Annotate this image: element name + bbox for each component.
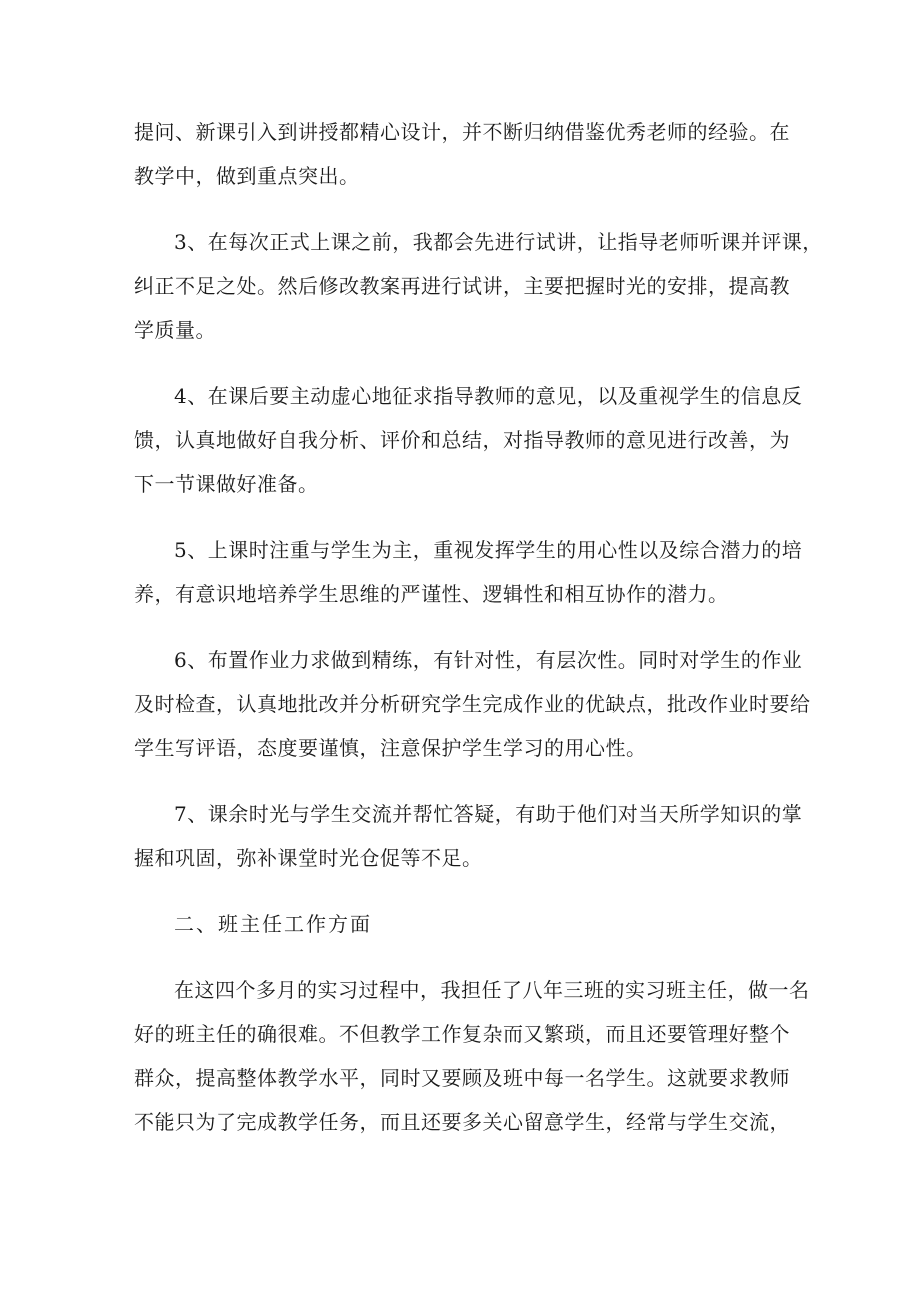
- text-line: 群众，提高整体教学水平，同时又要顾及班中每一名学生。这就要求教师: [134, 1066, 790, 1090]
- section-heading: 二、班主任工作方面: [174, 912, 372, 936]
- text-line: 握和巩固，弥补课堂时光仓促等不足。: [134, 846, 483, 870]
- paragraph-class-teacher: [134, 968, 810, 1144]
- paragraph-item-5: [134, 528, 803, 616]
- text-line: 馈，认真地做好自我分析、评价和总结，对指导教师的意见进行改善，为: [134, 428, 790, 452]
- paragraph-item-4: [134, 374, 803, 506]
- text-line: 下一节课做好准备。: [134, 472, 319, 496]
- text-line: 5、上课时注重与学生为主，重视发挥学生的用心性以及综合潜力的培: [174, 538, 803, 562]
- text-line: 在这四个多月的实习过程中，我担任了八年三班的实习班主任，做一名: [174, 978, 810, 1002]
- paragraph-intro: [134, 110, 790, 198]
- text-line: 学质量。: [134, 318, 216, 342]
- document-body: [134, 110, 823, 1166]
- text-line: 学生写评语，态度要谨慎，注意保护学生学习的用心性。: [134, 736, 647, 760]
- text-line: 教学中，做到重点突出。: [134, 164, 360, 188]
- text-line: 4、在课后要主动虚心地征求指导教师的意见，以及重视学生的信息反: [174, 384, 803, 408]
- paragraph-item-7: [134, 792, 803, 880]
- text-line: 好的班主任的确很难。不但教学工作复杂而又繁琐，而且还要管理好整个: [134, 1022, 790, 1046]
- text-line: 提问、新课引入到讲授都精心设计，并不断归纳借鉴优秀老师的经验。在: [134, 120, 790, 144]
- text-line: 不能只为了完成教学任务，而且还要多关心留意学生，经常与学生交流，: [134, 1110, 790, 1134]
- text-line: 3、在每次正式上课之前，我都会先进行试讲，让指导老师听课并评课，: [174, 230, 823, 254]
- paragraph-item-3: [134, 220, 823, 352]
- paragraph-item-6: [134, 638, 811, 770]
- text-line: 7、课余时光与学生交流并帮忙答疑，有助于他们对当天所学知识的掌: [174, 802, 803, 826]
- text-line: 及时检查，认真地批改并分析研究学生完成作业的优缺点，批改作业时要给: [134, 692, 811, 716]
- text-line: 纠正不足之处。然后修改教案再进行试讲，主要把握时光的安排，提高教: [134, 274, 790, 298]
- text-line: 养，有意识地培养学生思维的严谨性、逻辑性和相互协作的潜力。: [134, 582, 729, 606]
- text-line: 6、布置作业力求做到精练，有针对性，有层次性。同时对学生的作业: [174, 648, 803, 672]
